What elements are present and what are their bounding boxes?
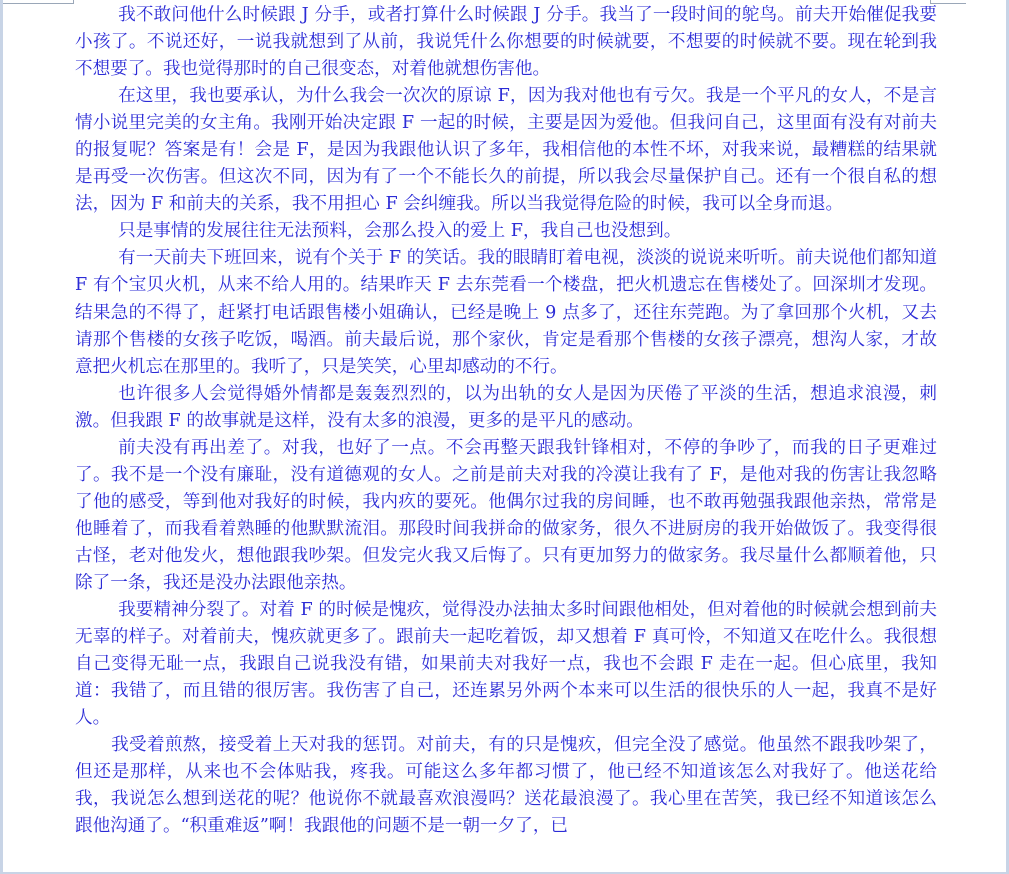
page-crop-mark-left [3, 0, 74, 4]
viewer-left-edge [0, 0, 3, 874]
paragraph-1: 我不敢问他什么时候跟 J 分手，或者打算什么时候跟 J 分手。我当了一段时间的鸵鸟。前夫开始催促我要小孩了。不说还好，一说我就想到了从前，我说凭什么你想要的时候就要，不想要的时候就不要。现在轮到我不想要了。我也觉得那时的自己很变态，对着他就想伤害他。 [75, 5, 937, 80]
document-page [75, 2, 937, 840]
paragraph-3: 只是事情的发展往往无法预料，会那么投入的爱上 F，我自己也没想到。 [118, 221, 682, 242]
paragraph-5: 也许很多人会觉得婚外情都是轰轰烈烈的，以为出轨的女人是因为厌倦了平淡的生活，想追求浪漫，刺激。但我跟 F 的故事就是这样，没有太多的浪漫，更多的是平凡的感动。 [75, 383, 937, 431]
paragraph-6: 前夫没有再出差了。对我，也好了一点。不会再整天跟我针锋相对，不停的争吵了，而我的日子更难过了。我不是一个没有廉耻，没有道德观的女人。之前是前夫对我的冷漠让我有了 F，是他对我的伤害让我忽略了他的感受，等到他对我好的时候，我内疚的要死。他偶尔过我的房间睡，也不敢再勉强我跟他亲热，常常是他睡着了，而我看着熟睡的他默默流泪。那段时间我拼命的做家务，很久不进厨房的我开始做饭了。我变得很古怪，老对他发火，想他跟我吵架。但发完火我又后悔了。只有更加努力的做家务。我尽量什么都顺着他，只除了一条，我还是没办法跟他亲热。 [75, 437, 937, 593]
paragraph-8: 我受着煎熬，接受着上天对我的惩罚。对前夫，有的只是愧疚，但完全没了感觉。他虽然不跟我吵架了，但还是那样，从来也不会体贴我，疼我。可能这么多年都习惯了，他已经不知道该怎么对我好了。他送花给我，我说怎么想到送花的呢？他说你不就最喜欢浪漫吗？送花最浪漫了。我心里在苦笑，我已经不知道该怎么跟他沟通了。“积重难返”啊！我跟他的问题不是一朝一夕了，已 [75, 735, 937, 837]
paragraph-7: 我要精神分裂了。对着 F 的时候是愧疚，觉得没办法抽太多时间跟他相处，但对着他的时候就会想到前夫无辜的样子。对着前夫，愧疚就更多了。跟前夫一起吃着饭，却又想着 F 真可怜，不知道又在吃什么。我很想自己变得无耻一点，我跟自己说我没有错，如果前夫对我好一点，我也不会跟 F 走在一起。但心底里，我知道：我错了，而且错的很厉害。我伤害了自己，还连累另外两个本来可以生活的很快乐的人一起，我真不是好人。 [75, 600, 937, 729]
paragraph-4: 有一天前夫下班回来，说有个关于 F 的笑话。我的眼睛盯着电视，淡淡的说说来听听。前夫说他们都知道 F 有个宝贝火机，从来不给人用的。结果昨天 F 去东莞看一个楼盘，把火机遗忘在售楼处了。回深圳才发现。结果急的不得了，赶紧打电话跟售楼小姐确认，已经是晚上 9 点多了，还往东莞跑。为了拿回那个火机，又去请那个售楼的女孩子吃饭，喝酒。前夫最后说，那个家伙，肯定是看那个售楼的女孩子漂亮，想沟人家，才故意把火机忘在那里的。我听了，只是笑笑，心里却感动的不行。 [75, 248, 937, 377]
paragraph-2: 在这里，我也要承认，为什么我会一次次的原谅 F，因为我对他也有亏欠。我是一个平凡的女人，不是言情小说里完美的女主角。我刚开始决定跟 F 一起的时候，主要是因为爱他。但我问自己，这里面有没有对前夫的报复呢？答案是有！会是 F，是因为我跟他认识了多年，我相信他的本性不坏，对我来说，最糟糕的结果就是再受一次伤害。但这次不同，因为有了一个不能长久的前提，所以我会尽量保护自己。还有一个很自私的想法，因为 F 和前夫的关系，我不用担心 F 会纠缠我。所以当我觉得危险的时候，我可以全身而退。 [75, 86, 937, 215]
